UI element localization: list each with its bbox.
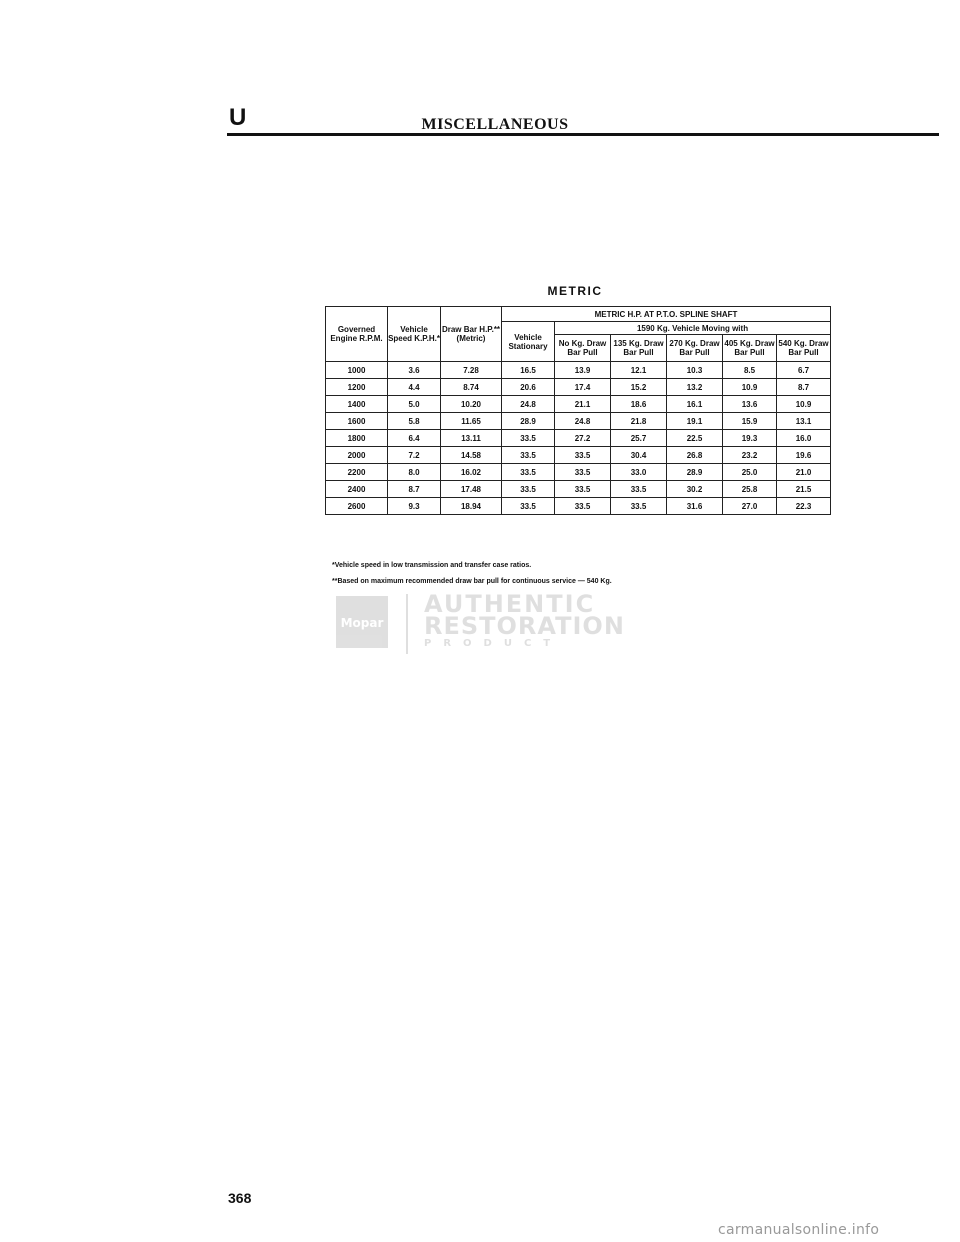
table-cell: 18.6	[611, 396, 667, 413]
table-cell: 19.3	[723, 430, 777, 447]
table-cell: 33.5	[555, 481, 611, 498]
table-cell: 10.9	[723, 379, 777, 396]
table-cell: 28.9	[667, 464, 723, 481]
table-cell: 21.8	[611, 413, 667, 430]
table-cell: 25.0	[723, 464, 777, 481]
table-cell: 25.7	[611, 430, 667, 447]
site-watermark: carmanualsonline.info	[718, 1222, 880, 1238]
table-cell: 25.8	[723, 481, 777, 498]
footnote-draw-bar: **Based on maximum recommended draw bar pull for continuous service — 540 Kg.	[332, 578, 612, 585]
table-row	[326, 464, 831, 481]
table-row	[326, 498, 831, 515]
table-cell: 15.9	[723, 413, 777, 430]
table-cell: 6.7	[777, 362, 831, 379]
table-cell: 1800	[326, 430, 388, 447]
header-vehicle-speed: Vehicle Speed K.P.H.*	[388, 307, 441, 362]
table-cell: 7.28	[441, 362, 502, 379]
table-cell: 16.1	[667, 396, 723, 413]
table-cell: 21.1	[555, 396, 611, 413]
table-cell: 33.0	[611, 464, 667, 481]
table-row	[326, 481, 831, 498]
header-draw-bar-hp: Draw Bar H.P.** (Metric)	[441, 307, 502, 362]
page-number: 368	[228, 1190, 252, 1206]
table-cell: 8.0	[388, 464, 441, 481]
table-cell: 16.5	[502, 362, 555, 379]
table-cell: 33.5	[502, 464, 555, 481]
table-cell: 13.11	[441, 430, 502, 447]
table-cell: 6.4	[388, 430, 441, 447]
table-cell: 10.9	[777, 396, 831, 413]
table-row	[326, 396, 831, 413]
table-cell: 13.2	[667, 379, 723, 396]
table-cell: 4.4	[388, 379, 441, 396]
table-cell: 17.48	[441, 481, 502, 498]
table-cell: 3.6	[388, 362, 441, 379]
table-cell: 33.5	[555, 447, 611, 464]
table-cell: 2200	[326, 464, 388, 481]
table-cell: 7.2	[388, 447, 441, 464]
table-cell: 1200	[326, 379, 388, 396]
table-cell: 1400	[326, 396, 388, 413]
header-moving-group: 1590 Kg. Vehicle Moving with	[555, 322, 831, 335]
table-cell: 13.6	[723, 396, 777, 413]
table-cell: 5.8	[388, 413, 441, 430]
table-cell: 22.3	[777, 498, 831, 515]
table-cell: 33.5	[502, 481, 555, 498]
table-cell: 12.1	[611, 362, 667, 379]
header-load-col: 405 Kg. Draw Bar Pull	[723, 335, 777, 362]
table-cell: 21.0	[777, 464, 831, 481]
table-cell: 20.6	[502, 379, 555, 396]
table-row	[326, 362, 831, 379]
table-title: METRIC	[547, 284, 603, 298]
table-cell: 17.4	[555, 379, 611, 396]
table-cell: 33.5	[611, 481, 667, 498]
page-title: MISCELLANEOUS	[421, 116, 569, 133]
table-cell: 2400	[326, 481, 388, 498]
header-load-col: No Kg. Draw Bar Pull	[555, 335, 611, 362]
table-row	[326, 379, 831, 396]
table-row	[326, 413, 831, 430]
table-cell: 19.6	[777, 447, 831, 464]
table-cell: 9.3	[388, 498, 441, 515]
table-cell: 33.5	[611, 498, 667, 515]
table-cell: 28.9	[502, 413, 555, 430]
table-row	[326, 430, 831, 447]
table-cell: 5.0	[388, 396, 441, 413]
table-cell: 18.94	[441, 498, 502, 515]
table-cell: 21.5	[777, 481, 831, 498]
table-cell: 8.5	[723, 362, 777, 379]
table-cell: 26.8	[667, 447, 723, 464]
mopar-logo: Mopar	[336, 596, 388, 648]
table-cell: 33.5	[555, 498, 611, 515]
table-cell: 13.9	[555, 362, 611, 379]
header-rule	[227, 133, 939, 136]
table-cell: 16.02	[441, 464, 502, 481]
table-cell: 13.1	[777, 413, 831, 430]
table-cell: 23.2	[723, 447, 777, 464]
table-cell: 2000	[326, 447, 388, 464]
header-vehicle-stationary: Vehicle Stationary	[502, 322, 555, 362]
watermark-line3: PRODUCT	[424, 638, 563, 649]
watermark-line1: AUTHENTIC	[424, 590, 596, 618]
table-cell: 11.65	[441, 413, 502, 430]
watermark	[336, 590, 636, 654]
table-cell: 8.7	[388, 481, 441, 498]
table-cell: 30.2	[667, 481, 723, 498]
table-cell: 22.5	[667, 430, 723, 447]
watermark-line2: RESTORATION	[424, 612, 625, 640]
table-cell: 27.0	[723, 498, 777, 515]
table-row	[326, 447, 831, 464]
table-cell: 1600	[326, 413, 388, 430]
table-cell: 19.1	[667, 413, 723, 430]
table-cell: 33.5	[502, 498, 555, 515]
table-cell: 30.4	[611, 447, 667, 464]
table-cell: 8.74	[441, 379, 502, 396]
header-load-col: 135 Kg. Draw Bar Pull	[611, 335, 667, 362]
table-cell: 14.58	[441, 447, 502, 464]
table-cell: 10.3	[667, 362, 723, 379]
header-load-col: 270 Kg. Draw Bar Pull	[667, 335, 723, 362]
metric-hp-table	[325, 306, 831, 515]
table-cell: 15.2	[611, 379, 667, 396]
header-pto-group: METRIC H.P. AT P.T.O. SPLINE SHAFT	[502, 307, 831, 322]
watermark-divider	[406, 594, 408, 654]
table-cell: 8.7	[777, 379, 831, 396]
table-cell: 24.8	[555, 413, 611, 430]
footnote-vehicle-speed: *Vehicle speed in low transmission and transfer case ratios.	[332, 562, 532, 569]
table-cell: 27.2	[555, 430, 611, 447]
table-cell: 33.5	[555, 464, 611, 481]
table-cell: 33.5	[502, 430, 555, 447]
table-cell: 33.5	[502, 447, 555, 464]
section-letter: U	[229, 104, 247, 131]
table-cell: 24.8	[502, 396, 555, 413]
header-governed-rpm: Governed Engine R.P.M.	[326, 307, 388, 362]
table-cell: 1000	[326, 362, 388, 379]
table-cell: 2600	[326, 498, 388, 515]
table-cell: 31.6	[667, 498, 723, 515]
header-load-col: 540 Kg. Draw Bar Pull	[777, 335, 831, 362]
table-cell: 10.20	[441, 396, 502, 413]
table-cell: 16.0	[777, 430, 831, 447]
